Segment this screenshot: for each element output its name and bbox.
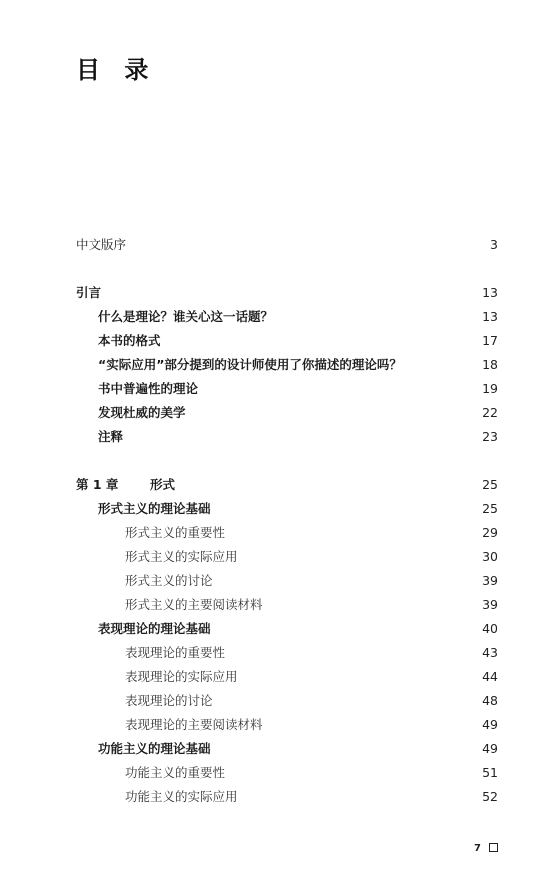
page-footer	[474, 843, 498, 854]
toc-subsection[interactable]	[0, 691, 545, 711]
toc-section[interactable]	[0, 499, 545, 519]
toc-section[interactable]	[0, 739, 545, 759]
toc-entry-page: 13	[482, 309, 498, 324]
toc-entry-label: 功能主义的重要性	[125, 765, 226, 780]
toc-entry-label: 本书的格式	[98, 333, 161, 348]
toc-entry[interactable]	[0, 427, 545, 447]
toc-entry-introduction[interactable]	[0, 283, 545, 303]
toc-entry-label: 表现理论的实际应用	[125, 669, 238, 684]
toc-entry-label: 表现理论的主要阅读材料	[125, 717, 263, 732]
toc-entry[interactable]	[0, 379, 545, 399]
toc-entry-page: 39	[482, 573, 498, 588]
toc-entry-label: 书中普遍性的理论	[98, 381, 199, 396]
square-icon	[489, 843, 498, 852]
toc-entry-page: 49	[482, 717, 498, 732]
toc-entry-page: 13	[482, 285, 498, 300]
toc-subsection[interactable]	[0, 667, 545, 687]
toc-subsection[interactable]	[0, 523, 545, 543]
chapter-number: 第 1 章	[76, 477, 119, 492]
toc-entry[interactable]	[0, 307, 545, 327]
toc-entry-label: 形式主义的理论基础	[98, 501, 211, 516]
toc-entry-label: 形式主义的讨论	[125, 573, 213, 588]
toc-entry-page: 25	[482, 501, 498, 516]
toc-entry-label: “实际应用”部分提到的设计师使用了你描述的理论吗？	[98, 357, 402, 372]
toc-entry[interactable]	[0, 403, 545, 423]
toc-entry-page: 49	[482, 741, 498, 756]
toc-section[interactable]	[0, 619, 545, 639]
toc-entry-preface[interactable]	[0, 235, 545, 255]
toc-entry-page: 44	[482, 669, 498, 684]
toc-entry-label: 表现理论的重要性	[125, 645, 226, 660]
toc-entry-page: 40	[482, 621, 498, 636]
page-number: 7	[474, 843, 481, 854]
toc-subsection[interactable]	[0, 787, 545, 807]
toc-entry-label: 功能主义的实际应用	[125, 789, 238, 804]
toc-entry-label: 形式主义的主要阅读材料	[125, 597, 263, 612]
toc-chapter-1[interactable]	[0, 475, 545, 495]
toc-entry-label: 表现理论的讨论	[125, 693, 213, 708]
toc-subsection[interactable]	[0, 643, 545, 663]
toc-entry-page: 17	[482, 333, 498, 348]
toc-entry-page: 18	[482, 357, 498, 372]
toc-entry-page: 25	[482, 477, 498, 492]
toc-entry-label: 形式主义的实际应用	[125, 549, 238, 564]
toc-entry-page: 43	[482, 645, 498, 660]
toc-entry-label: 功能主义的理论基础	[98, 741, 211, 756]
page-title: 目 录	[76, 56, 157, 85]
toc-subsection[interactable]	[0, 595, 545, 615]
chapter-title: 形式	[150, 477, 176, 492]
toc-entry-page: 52	[482, 789, 498, 804]
toc-entry-page: 23	[482, 429, 498, 444]
toc-entry-page: 22	[482, 405, 498, 420]
toc-entry-page: 3	[490, 237, 498, 252]
toc-entry-label: 中文版序	[76, 237, 127, 252]
toc-entry[interactable]	[0, 331, 545, 351]
toc-subsection[interactable]	[0, 547, 545, 567]
toc-entry-page: 30	[482, 549, 498, 564]
toc-entry[interactable]	[0, 355, 545, 375]
toc-entry-label: 注释	[98, 429, 124, 444]
toc-entry-label: 引言	[76, 285, 102, 300]
toc-subsection[interactable]	[0, 715, 545, 735]
toc-entry-page: 39	[482, 597, 498, 612]
toc-subsection[interactable]	[0, 763, 545, 783]
toc-subsection[interactable]	[0, 571, 545, 591]
toc-entry-label: 表现理论的理论基础	[98, 621, 211, 636]
toc-entry-label: 形式主义的重要性	[125, 525, 226, 540]
toc-entry-page: 29	[482, 525, 498, 540]
toc-entry-label: 发现杜威的美学	[98, 405, 186, 420]
toc-entry-page: 19	[482, 381, 498, 396]
toc-entry-page: 48	[482, 693, 498, 708]
toc-entry-label: 什么是理论？谁关心这一话题？	[98, 309, 274, 324]
toc-entry-page: 51	[482, 765, 498, 780]
